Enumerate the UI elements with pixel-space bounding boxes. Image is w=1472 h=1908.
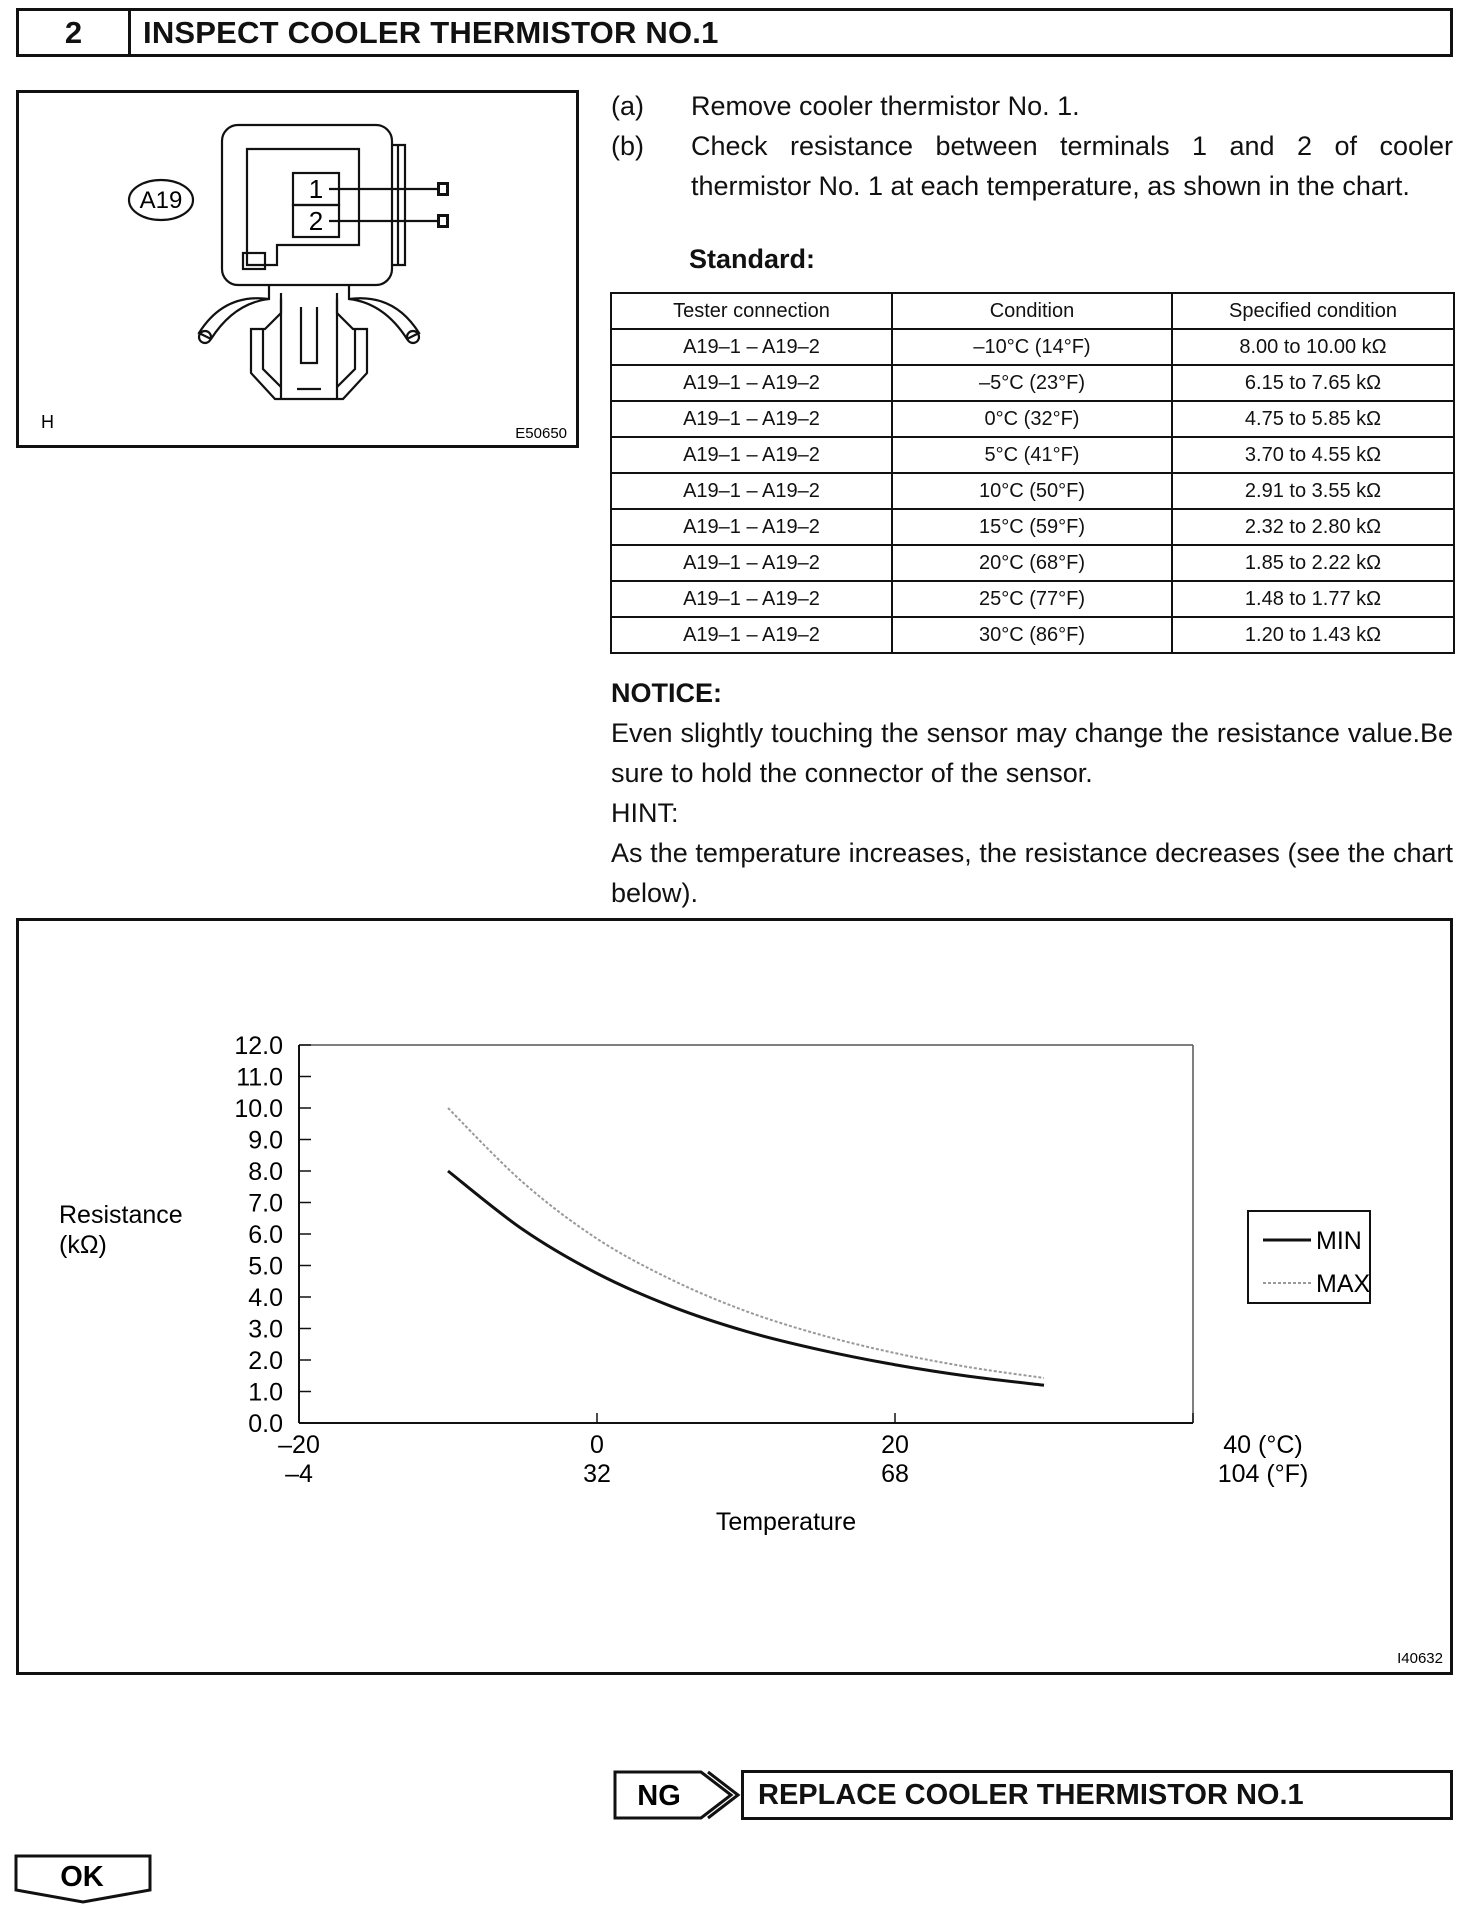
legend-label-min: MIN [1316, 1227, 1362, 1255]
step-title: INSPECT COOLER THERMISTOR NO.1 [143, 14, 719, 50]
series-line-max [448, 1108, 1044, 1378]
connector-figure [16, 90, 579, 448]
cell-condition: 10°C (50°F) [892, 473, 1172, 509]
x-tick-label-f: 68 [881, 1460, 909, 1488]
y-tick-label: 10.0 [234, 1095, 283, 1123]
y-tick-label: 1.0 [248, 1378, 283, 1407]
series-line-min [448, 1171, 1044, 1385]
notice-label: NOTICE: [611, 678, 722, 708]
cell-specified-condition: 2.32 to 2.80 kΩ [1172, 509, 1454, 545]
ng-label: NG [637, 1780, 681, 1812]
cell-specified-condition: 8.00 to 10.00 kΩ [1172, 329, 1454, 365]
cell-tester-connection: A19–1 – A19–2 [611, 581, 892, 617]
ok-label: OK [60, 1861, 104, 1893]
y-tick-label: 0.0 [248, 1410, 283, 1438]
cell-tester-connection: A19–1 – A19–2 [611, 365, 892, 401]
cell-tester-connection: A19–1 – A19–2 [611, 401, 892, 437]
x-tick-label-c: –20 [278, 1431, 320, 1459]
legend-label-max: MAX [1316, 1270, 1371, 1298]
y-tick-label: 7.0 [248, 1189, 283, 1218]
cell-condition: –5°C (23°F) [892, 365, 1172, 401]
y-axis-label: Resistance (kΩ) [59, 1201, 183, 1259]
ng-action-text: REPLACE COOLER THERMISTOR NO.1 [758, 1778, 1304, 1811]
y-tick-label: 12.0 [234, 1032, 283, 1060]
table-row [611, 509, 1454, 545]
table-row [611, 329, 1454, 365]
ok-tag [14, 1854, 154, 1904]
cell-condition: 5°C (41°F) [892, 437, 1172, 473]
y-tick-label: 11.0 [236, 1063, 283, 1092]
x-tick-label-f: 104 (°F) [1217, 1460, 1309, 1488]
ng-tag [613, 1770, 741, 1820]
y-tick-label: 5.0 [248, 1252, 283, 1281]
cell-condition: 30°C (86°F) [892, 617, 1172, 653]
x-tick-label-f: –4 [285, 1460, 313, 1488]
table-row [611, 401, 1454, 437]
x-tick-label-c: 0 [590, 1431, 604, 1459]
connector-label: A19 [139, 187, 183, 214]
hint-label: HINT: [611, 798, 679, 828]
cell-specified-condition: 3.70 to 4.55 kΩ [1172, 437, 1454, 473]
step-a [611, 86, 1453, 126]
cell-condition: 20°C (68°F) [892, 545, 1172, 581]
cell-tester-connection: A19–1 – A19–2 [611, 509, 892, 545]
spec-table [610, 292, 1455, 654]
cell-specified-condition: 4.75 to 5.85 kΩ [1172, 401, 1454, 437]
cell-condition: 0°C (32°F) [892, 401, 1172, 437]
step-a-label: (a) [611, 91, 644, 121]
y-tick-label: 6.0 [248, 1221, 283, 1249]
cell-tester-connection: A19–1 – A19–2 [611, 473, 892, 509]
cell-tester-connection: A19–1 – A19–2 [611, 437, 892, 473]
y-tick-label: 9.0 [248, 1126, 283, 1155]
x-tick-label-c: 40 (°C) [1223, 1431, 1303, 1459]
chart-canvas [19, 921, 1450, 1672]
cell-tester-connection: A19–1 – A19–2 [611, 545, 892, 581]
table-row [611, 581, 1454, 617]
hint-text: As the temperature increases, the resistance decreases (see the chart below). [611, 838, 1453, 908]
step-header [16, 8, 1453, 57]
col-header-specified: Specified condition [1172, 293, 1454, 329]
standard-label: Standard: [689, 244, 816, 274]
y-tick-label: 2.0 [248, 1347, 283, 1375]
step-number: 2 [19, 11, 131, 54]
table-row [611, 473, 1454, 509]
spec-table-header-row [611, 293, 1454, 329]
chart-figure-id: I40632 [1397, 1650, 1443, 1667]
cell-specified-condition: 6.15 to 7.65 kΩ [1172, 365, 1454, 401]
x-tick-label-f: 32 [583, 1460, 611, 1488]
ng-action-box [741, 1770, 1453, 1820]
step-b [611, 126, 1453, 246]
cell-tester-connection: A19–1 – A19–2 [611, 617, 892, 653]
y-tick-label: 8.0 [248, 1158, 283, 1186]
y-tick-label: 3.0 [248, 1315, 283, 1344]
step-b-text: Check resistance between terminals 1 and 2 of cooler thermistor No. 1 at each temperature, as shown in the chart. [691, 131, 1453, 201]
y-tick-label: 4.0 [248, 1284, 283, 1312]
table-row [611, 617, 1454, 653]
resistance-chart [16, 918, 1453, 1675]
x-axis-label: Temperature [715, 1508, 857, 1536]
cell-condition: –10°C (14°F) [892, 329, 1172, 365]
cell-condition: 15°C (59°F) [892, 509, 1172, 545]
cell-specified-condition: 2.91 to 3.55 kΩ [1172, 473, 1454, 509]
pin-2-label: 2 [308, 206, 324, 236]
cell-tester-connection: A19–1 – A19–2 [611, 329, 892, 365]
connector-drawing [19, 93, 576, 445]
figure-id: E50650 [515, 425, 567, 442]
notice-text: Even slightly touching the sensor may change the resistance value.Be sure to hold the connector of the sensor. [611, 718, 1453, 788]
table-row [611, 437, 1454, 473]
step-b-label: (b) [611, 131, 644, 161]
step-a-text: Remove cooler thermistor No. 1. [691, 91, 1080, 121]
cell-specified-condition: 1.20 to 1.43 kΩ [1172, 617, 1454, 653]
table-row [611, 545, 1454, 581]
cell-specified-condition: 1.85 to 2.22 kΩ [1172, 545, 1454, 581]
col-header-tester: Tester connection [611, 293, 892, 329]
x-tick-label-c: 20 [881, 1431, 909, 1459]
corner-letter: H [41, 412, 54, 432]
pin-1-label: 1 [308, 174, 324, 204]
cell-specified-condition: 1.48 to 1.77 kΩ [1172, 581, 1454, 617]
table-row [611, 365, 1454, 401]
col-header-condition: Condition [892, 293, 1172, 329]
cell-condition: 25°C (77°F) [892, 581, 1172, 617]
